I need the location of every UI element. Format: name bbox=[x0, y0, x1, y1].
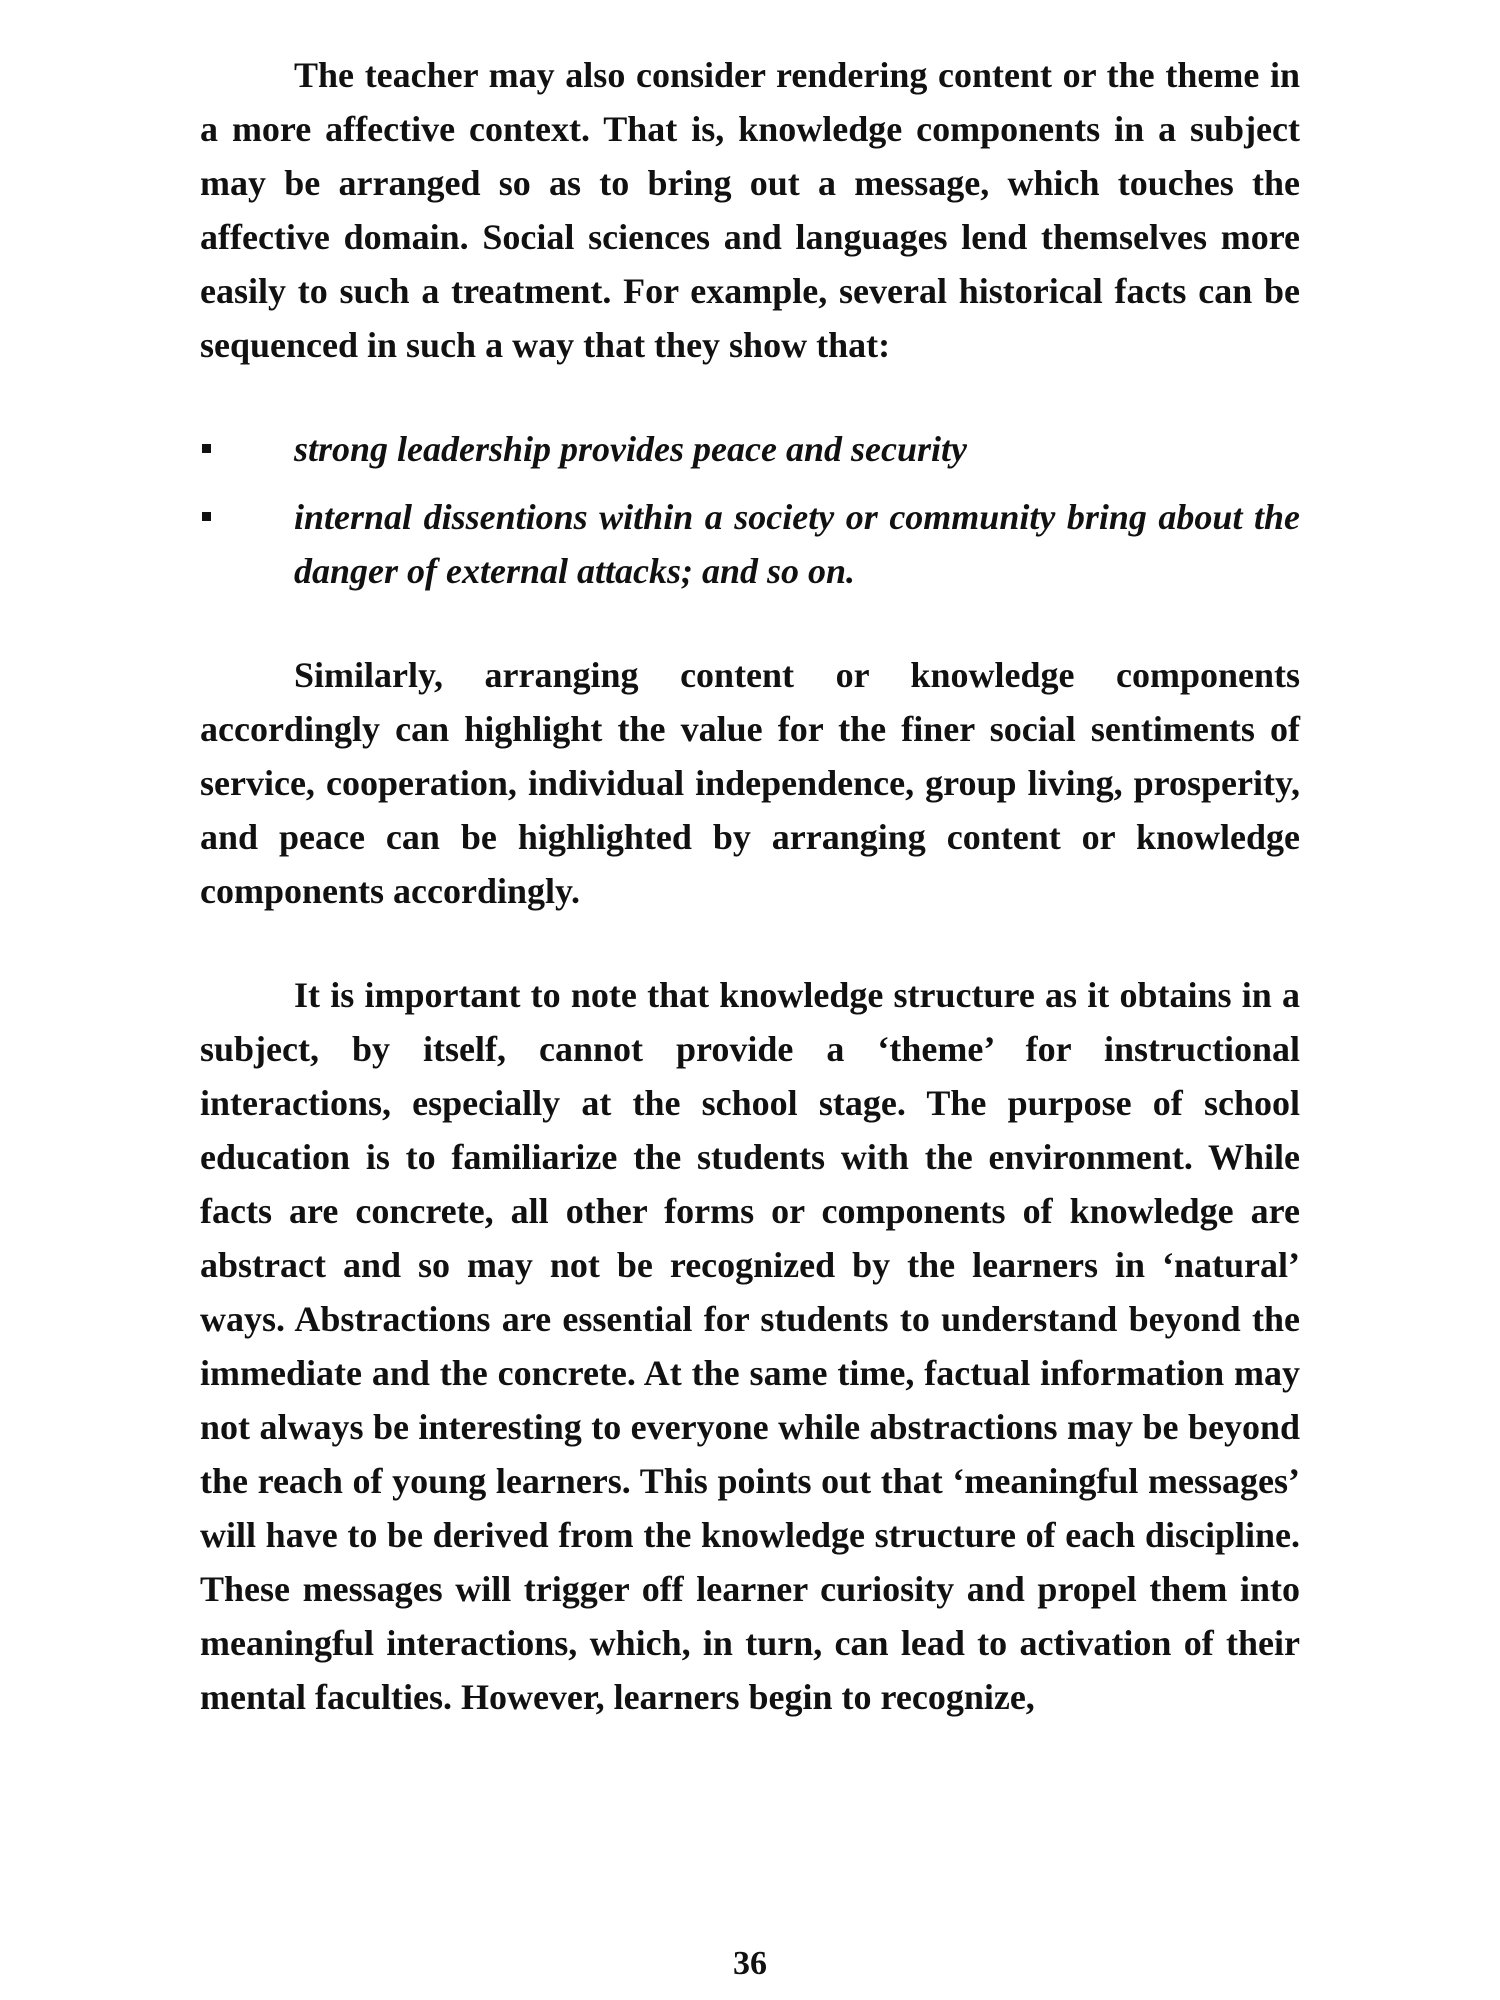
paragraph-intro: The teacher may also consider rendering content or the theme in a more affective context. That is, knowledge components in a subject may be arranged so as to bring out a message, which touches the affective domain. Social sciences and languages lend themselves more easily to such a treatment. For example, several historical facts can be sequenced in such a way that they show that: bbox=[200, 55, 1300, 365]
page-body bbox=[200, 48, 1300, 1724]
bullet-list bbox=[200, 422, 1300, 598]
square-bullet-icon bbox=[202, 444, 211, 453]
list-item-text: strong leadership provides peace and security bbox=[294, 429, 967, 469]
paragraph-similarly: Similarly, arranging content or knowledge components accordingly can highlight the value for the finer social sentiments of service, cooperation, individual independence, group living, prosperity, and peace can be highlighted by arranging content or knowledge components accordingly. bbox=[200, 655, 1300, 911]
paragraph-knowledge-structure: It is important to note that knowledge structure as it obtains in a subject, by itself, cannot provide a ‘theme’ for instructional interactions, especially at the school stage. The purpose of school education is to familiarize the students with the environment. While facts are concrete, all other forms or components of knowledge are abstract and so may not be recognized by the learners in ‘natural’ ways. Abstractions are essential for students to understand beyond the immediate and the concrete. At the same time, factual information may not always be interesting to everyone while abstractions may be beyond the reach of young learners. This points out that ‘meaningful messages’ will have to be derived from the knowledge structure of each discipline. These messages will trigger off learner curiosity and propel them into meaningful interactions, which, in turn, can lead to activation of their mental faculties. However, learners begin to recognize, bbox=[200, 975, 1300, 1717]
square-bullet-icon bbox=[202, 512, 211, 521]
list-item bbox=[200, 422, 1300, 476]
list-item bbox=[200, 490, 1300, 598]
list-item-text: internal dissentions within a society or community bring about the danger of external attacks; and so on. bbox=[294, 497, 1300, 591]
page-number: 36 bbox=[733, 1945, 767, 1982]
